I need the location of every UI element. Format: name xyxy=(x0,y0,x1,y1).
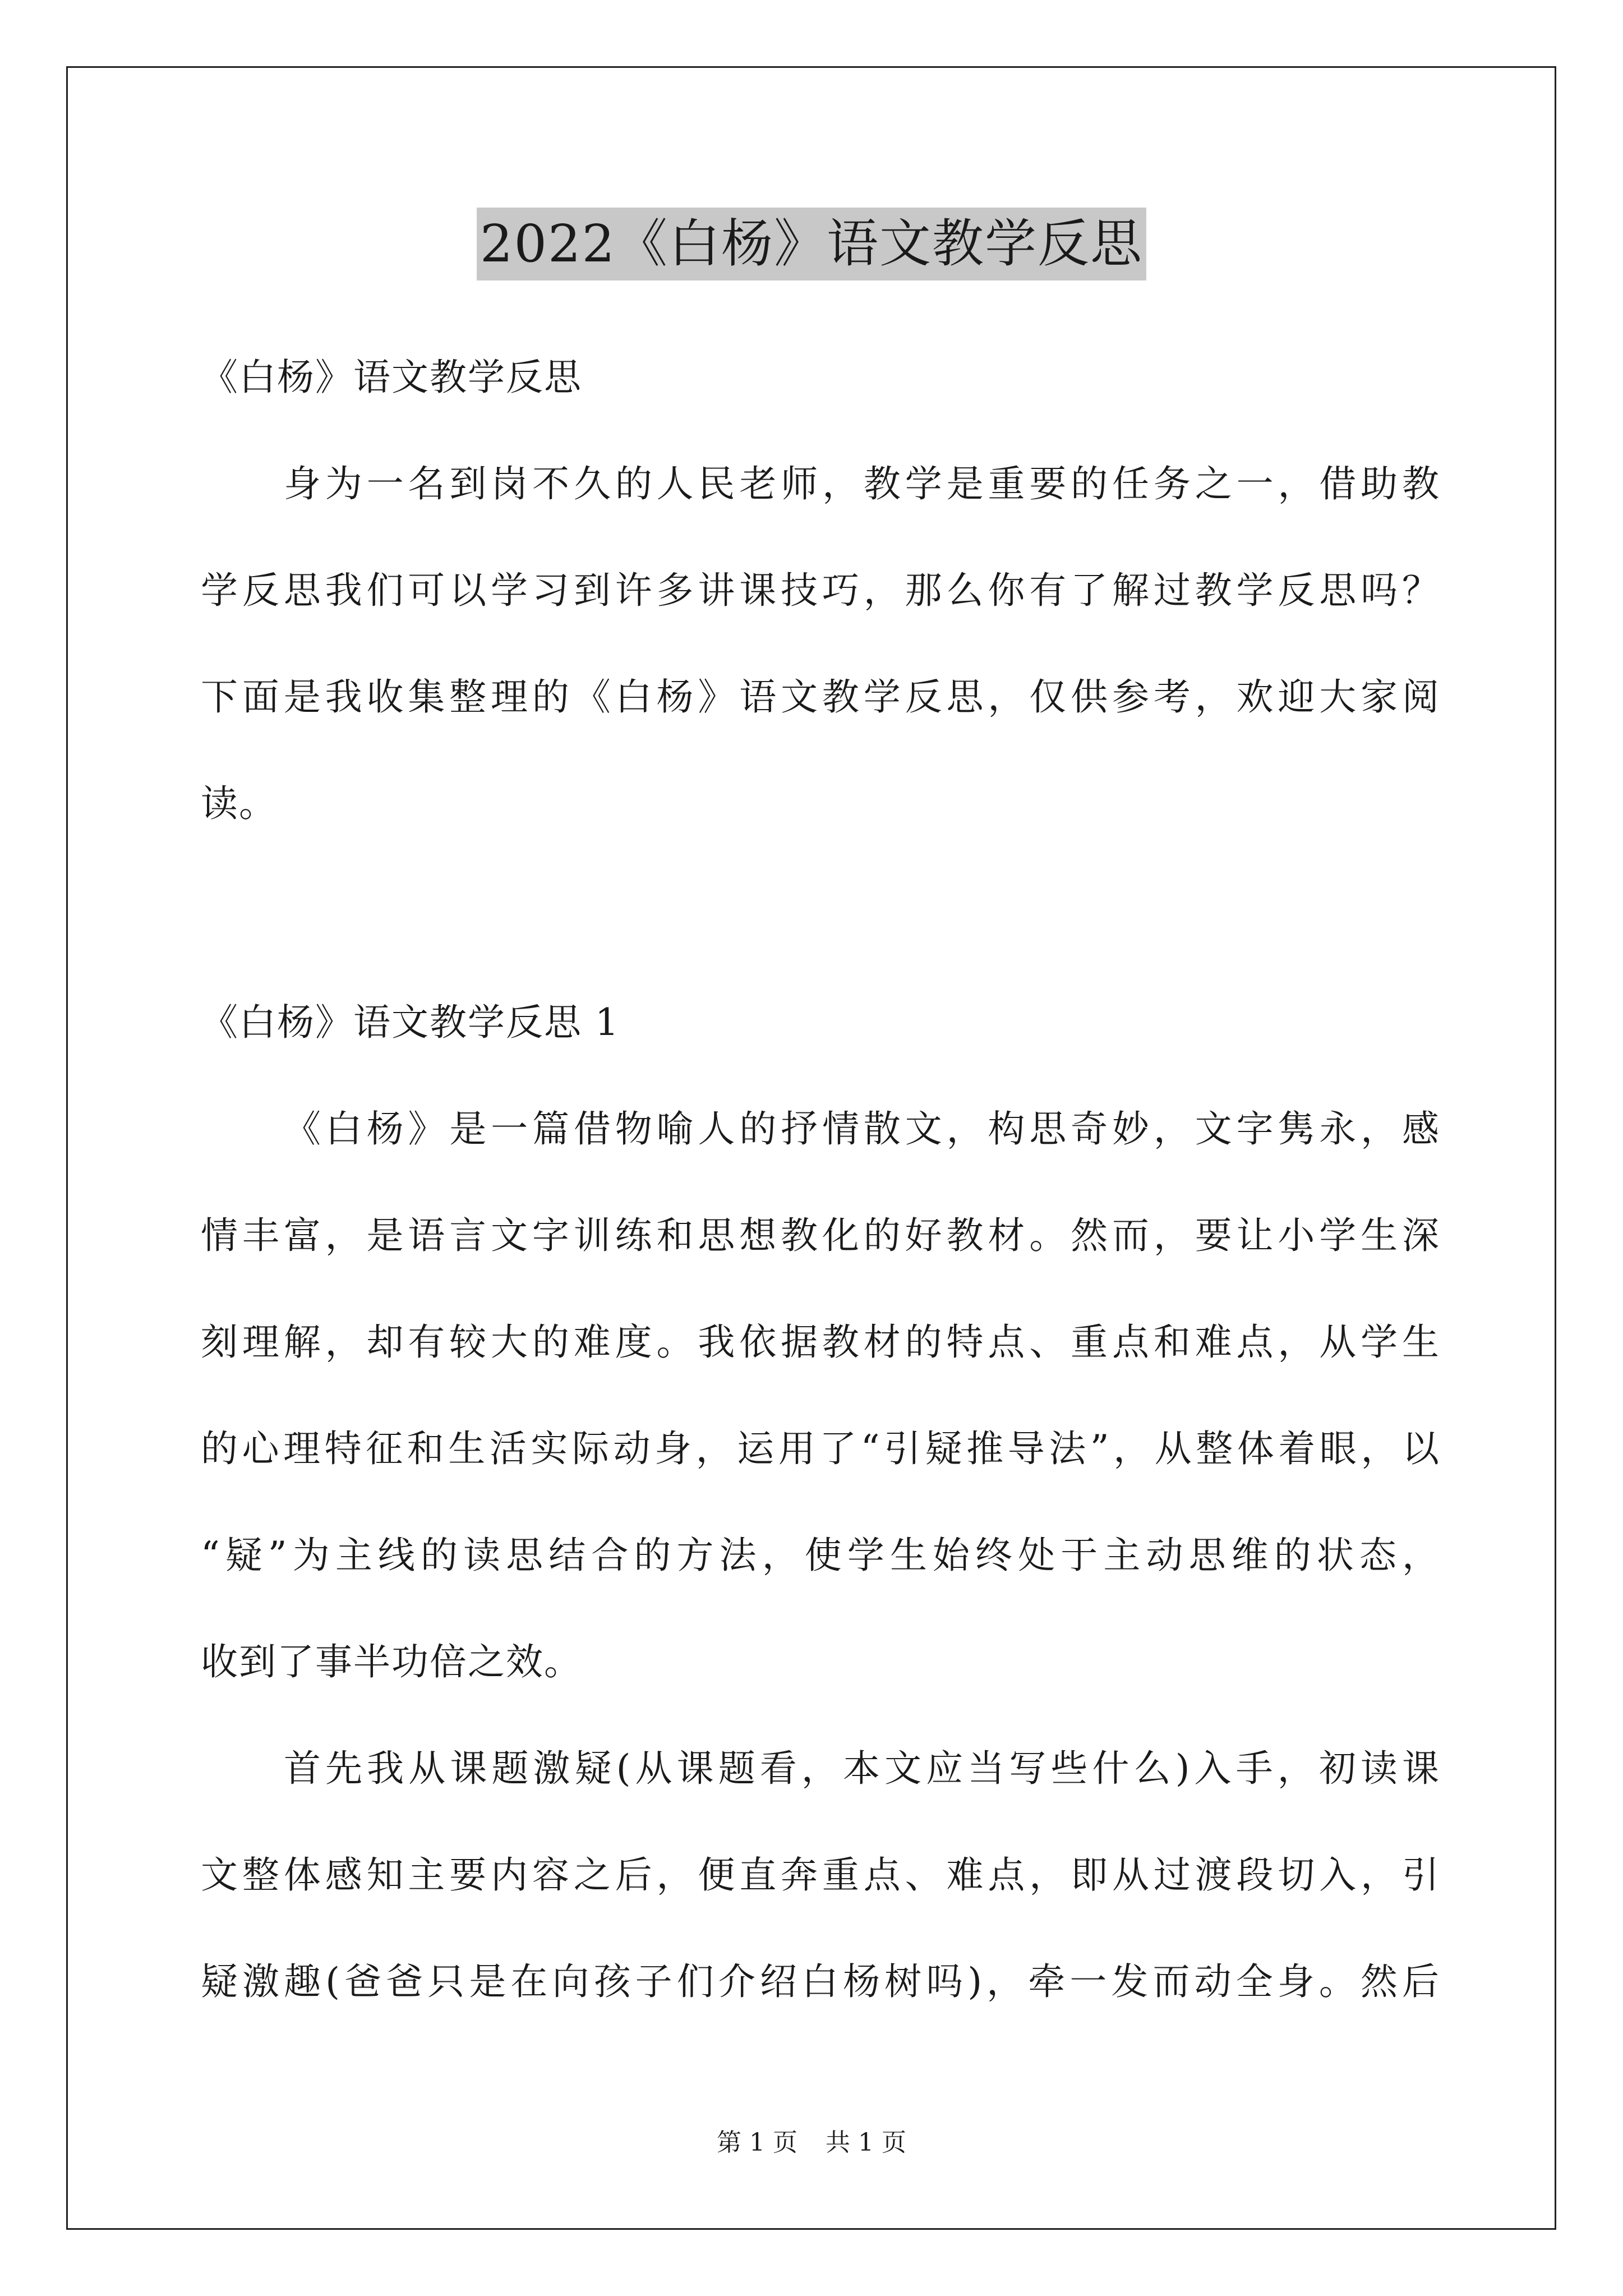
paragraph-line: 刻理解，却有较大的难度。我依据教材的特点、重点和难点，从学生 xyxy=(201,1320,1440,1364)
paragraph-line: 首先我从课题激疑(从课题看，本文应当写些什么)入手，初读课 xyxy=(284,1747,1440,1790)
intro-line: 学反思我们可以学习到许多讲课技巧，那么你有了解过教学反思吗？ xyxy=(201,569,1440,612)
subtitle: 《白杨》语文教学反思 xyxy=(201,356,582,399)
page-number: 第 1 页 xyxy=(717,2128,797,2157)
paragraph-line: 情丰富，是语言文字训练和思想教化的好教材。然而，要让小学生深 xyxy=(201,1214,1440,1257)
page-total: 共 1 页 xyxy=(826,2128,906,2157)
paragraph-line: 的心理特征和生活实际动身，运用了“引疑推导法”，从整体着眼，以 xyxy=(201,1427,1440,1470)
intro-line: 下面是我收集整理的《白杨》语文教学反思，仅供参考，欢迎大家阅 xyxy=(201,675,1440,719)
paragraph-line: 文整体感知主要内容之后，便直奔重点、难点，即从过渡段切入，引 xyxy=(201,1853,1440,1897)
paragraph-line: “疑”为主线的读思结合的方法，使学生始终处于主动思维的状态， xyxy=(201,1534,1440,1577)
intro-line: 读。 xyxy=(201,782,277,825)
document-title: 2022《白杨》语文教学反思 xyxy=(477,208,1146,280)
paragraph-line: 收到了事半功倍之效。 xyxy=(201,1640,582,1683)
title-container xyxy=(0,208,1623,280)
page-footer xyxy=(0,2126,1623,2160)
paragraph-line: 疑激趣(爸爸只是在向孩子们介绍白杨树吗)，牵一发而动全身。然后 xyxy=(201,1960,1440,2003)
paragraph-line: 《白杨》是一篇借物喻人的抒情散文，构思奇妙，文字隽永，感 xyxy=(284,1107,1440,1151)
section-heading: 《白杨》语文教学反思 1 xyxy=(201,1001,620,1044)
intro-line: 身为一名到岗不久的人民老师，教学是重要的任务之一，借助教 xyxy=(284,462,1440,505)
